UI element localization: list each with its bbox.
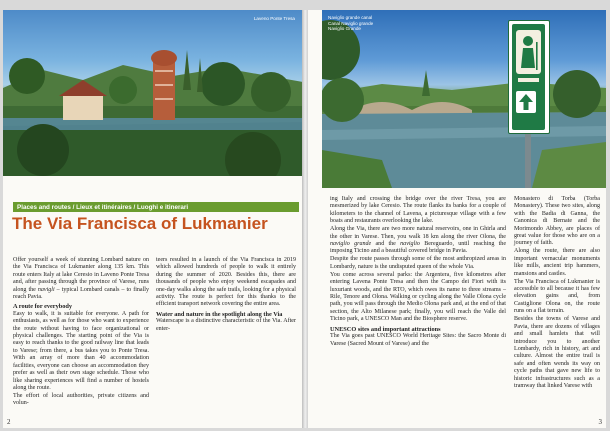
left-page	[3, 10, 303, 428]
photo-laveno-ponte-tresa	[3, 10, 303, 176]
paragraph: Easy to walk, it is suitable for everyone. A path for enthusiasts, as well as for those who want to experience the route without having to face organizational or physical challenges. The starting point of the Via is easy to reach thanks to the good railway line that leads to Varese; from there, a bus takes you to Ponte Tresa. With an array of more than 40 accommodation facilities, everyone can choose an accommodation they prefer as well as their own stage schedule. Those who like sharing experiences will find a number of hostels along the route.	[13, 310, 149, 391]
photo-naviglio-grande	[322, 10, 606, 188]
paragraph: You come across several parks: the Argentera, five kilometres after entering Lavena Ponte Tresa and then the Campo dei Fiori with its luxuriant woods, and the RTO, which owes its name to three streams – Rile, Tenore and Olona. Walking or cycling along the Valle Olona cycle path, you will pass through the Medio Olona park and, at the end of that section, the Alto Milanese park; finally, you will reach the Valle del Ticino park, a UNESCO Man and the Biosphere reserve.	[330, 271, 506, 323]
page-number: 3	[598, 418, 602, 426]
photo-caption: Laveno Ponte Tresa	[253, 16, 295, 21]
paragraph: The effort of local authorities, private citizens and volun-	[13, 392, 149, 407]
paragraph: Waterscape is a distinctive characteristic of the Via. After enter-	[156, 318, 296, 332]
paragraph: ing Italy and crossing the bridge over the river Tresa, you are mesmerized by lake Ceresio. The route flanks its banks for a couple of kilometers to the channel of Lavena, a picturesque village with a few boats and restaurants overlooking the lake.	[330, 196, 506, 225]
section-banner: Places and routes / Lieux et itinéraires / Luoghi e itinerari	[13, 202, 299, 212]
paragraph: Besides the towns of Varese and Pavia, there are dozens of villages and small hamlets that will introduce you to another Lombardy, rich in history, art and culture. Almost the entire trail is safe and often wends its way on cycle paths that gave new life to historic infrastructures such as a tramway that linked Varese with	[514, 316, 600, 389]
heading-route-for-everybody: A route for everybody	[13, 303, 73, 311]
right-column-1	[330, 196, 506, 349]
article-title: The Via Francisca of Lukmanier	[12, 214, 268, 233]
heading-water-and-nature: Water and nature in the spotlight along the Via	[156, 310, 283, 318]
pilgrim-icon	[512, 24, 545, 94]
canal-landscape-illustration	[322, 10, 606, 188]
paragraph: Along the Via, there are two more natural reservoirs, one in Ghirla and the other in Varese. Then, you walk 18 km along the river Olona, the naviglio grande and the naviglio Bereguardo, until reaching the imposing Ticino and a beautiful covered bridge in Pavia.	[330, 226, 507, 255]
left-column-2	[156, 257, 296, 334]
paragraph: The Via Francisca of Lukmanier is accessible to all because it has few elevation gains and, from Castiglione Olona on, the route runs on a flat terrain.	[514, 278, 600, 315]
paragraph: Despite the route passes through some of the most anthropized areas in Lombardy, nature is the undisputed queen of the whole Via.	[330, 256, 506, 270]
paragraph: Monastero di Torba (Torba Monastery). These two sites, along with the Badia di Ganna, the Canonica di Bernate and the Morimondo Abbey, are places of great value for those who are on a journey of faith.	[514, 196, 600, 247]
lake-landscape-illustration	[3, 10, 303, 176]
intro-paragraph: Offer yourself a week of stunning Lombard nature on the Via Francisca of Lukmanier along 135 km. This route enters Italy at lake Ceresio in Laveno Ponte Tresa and, after passing through the province of Varese, runs along the navigli – typical Lombard canals – to finally reach Pavia.	[13, 257, 149, 301]
heading-unesco-sites: UNESCO sites and important attractions	[330, 325, 441, 333]
left-column-1	[13, 257, 149, 408]
arrow-up-icon	[516, 91, 536, 113]
via-francisca-sign	[508, 20, 550, 134]
paragraph: Along the route, there are also important vernacular monuments like mills, ancient trip hammers, mansions and castles.	[514, 248, 600, 277]
right-column-2	[514, 196, 600, 391]
signpost-pole	[525, 132, 531, 188]
page-number: 2	[7, 418, 11, 426]
photo-caption: Naviglio grande canal Canal Naviglio grande Naviglio Grande	[328, 15, 374, 31]
paragraph: teers resulted in a launch of the Via Francisca in 2019 which allowed hundreds of people to walk it entirely during the summer of 2020. Besides this, there are thousands of people who enjoy weekend escapades and one-day walks along the safe trails, looking for a physical activity. The route is perfect for this thanks to the efficient transport network covering the entire area.	[156, 257, 296, 308]
paragraph: The Via goes past UNESCO World Heritage Sites: the Sacro Monte di Varese (Sacred Mount of Varese) and the	[330, 333, 506, 347]
right-page	[308, 10, 606, 428]
